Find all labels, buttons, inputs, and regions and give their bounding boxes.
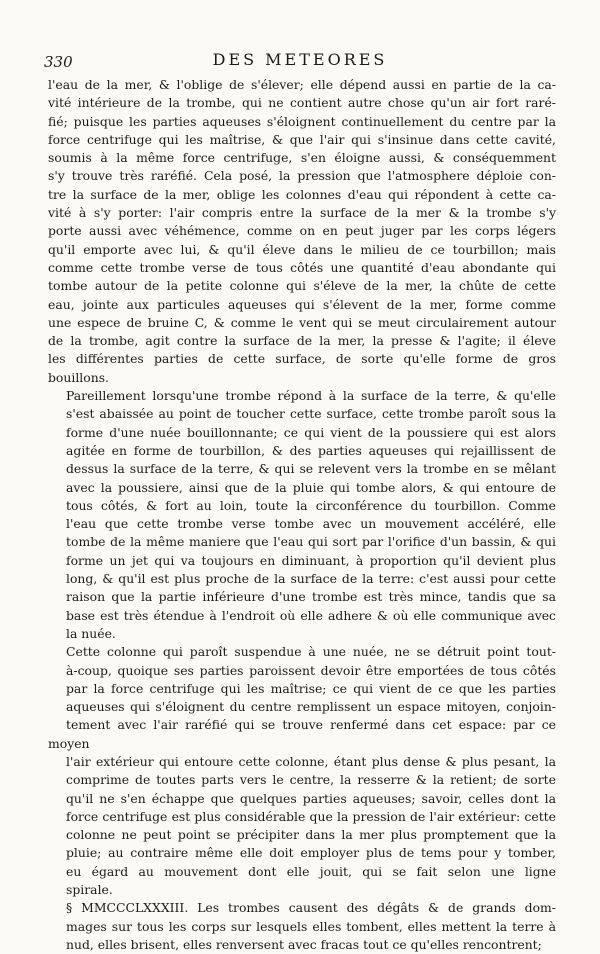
text-line: § MMCCCLXXXIII. Les trombes causent des dégâts & de grands dom-	[66, 900, 556, 916]
text-line: mages sur tous les corps sur lesquels elles tombent, elles mettent la terre à	[66, 918, 556, 934]
text-line: les différentes parties de cette surface, de sorte qu'elle forme de gros	[48, 351, 556, 367]
paragraph	[48, 76, 556, 387]
body-text	[48, 76, 556, 954]
paragraph	[48, 387, 556, 643]
paragraph	[48, 643, 556, 899]
text-line: qu'il emporte avec lui, & qu'il éleve dans le milieu de ce tourbillon; mais	[48, 241, 556, 257]
running-head: DES METEORES	[212, 50, 388, 69]
text-line: fié; puisque les parties aqueuses s'éloignent continuellement du centre par la	[48, 113, 556, 129]
text-line: Pareillement lorsqu'une trombe répond à la surface de la terre, & qu'elle	[66, 388, 556, 404]
page-number: 330	[44, 53, 73, 71]
text-line: Cette colonne qui paroît suspendue à une nuée, ne se détruit point tout-	[66, 644, 556, 660]
text-line: eau, jointe aux particules aqueuses qui s'élevent de la mer, forme comme	[48, 296, 556, 312]
page-header	[44, 50, 556, 72]
text-line: la nuée.	[66, 625, 116, 641]
text-line: s'y trouve très raréfié. Cela posé, la pression que l'atmosphere déploie con-	[48, 168, 556, 184]
text-line: force centrifuge est plus considérable que la pression de l'air extérieur: cette	[66, 808, 556, 824]
text-line: nud, elles brisent, elles renversent avec fracas tout ce qu'elles rencontrent;	[66, 936, 542, 952]
text-line: agitée en forme de tourbillon, & des parties aqueuses qui rejaillissent de	[66, 442, 556, 458]
text-line: à-coup, quoique ses parties paroissent devoir être emportées de tous côtés	[66, 662, 556, 678]
text-line: tement avec l'air raréfié qui se trouve renfermé dans cet espace: par ce moyen	[48, 717, 556, 751]
text-line: par la force centrifuge qui les maîtrise; ce qui vient de ce que les parties	[66, 680, 556, 696]
text-line: soumis à la même force centrifuge, s'en éloigne aussi, & conséquemment	[48, 150, 556, 166]
text-line: force centrifuge qui les maîtrise, & que l'air qui s'insinue dans cette cavité,	[48, 131, 556, 147]
text-line: long, & qu'il est plus proche de la surface de la terre: c'est aussi pour cette	[66, 571, 556, 587]
text-line: raison que la partie inférieure d'une trombe est très mince, tandis que sa	[66, 589, 556, 605]
text-line: vité à s'y porter: l'air compris entre la surface de la mer & la trombe s'y	[48, 205, 556, 221]
text-line: vité intérieure de la trombe, qui ne contient autre chose qu'un air fort raré-	[48, 95, 556, 111]
text-line: comme cette trombe verse de tous côtés une quantité d'eau abondante qui	[48, 259, 556, 275]
text-line: avec la poussiere, ainsi que de la pluie qui tombe alors, & qui entoure de	[66, 479, 556, 495]
text-line: l'eau de la mer, & l'oblige de s'élever; elle dépend aussi en partie de la ca-	[48, 77, 556, 92]
text-line: forme d'une nuée bouillonnante; ce qui vient de la poussiere qui est alors	[66, 424, 556, 440]
text-line: l'air extérieur qui entoure cette colonne, étant plus dense & plus pesant, la	[66, 753, 556, 769]
text-line: colonne ne peut point se précipiter dans la mer plus promptement que la	[66, 827, 556, 843]
text-line: une espece de bruine C, & comme le vent qui se meut circulairement autour	[48, 314, 556, 330]
text-line: tombe autour de la petite colonne qui s'éleve de la mer, la chûte de cette	[48, 278, 556, 294]
text-line: tombe de la même maniere que l'eau qui sort par l'orifice d'un bassin, & qui	[66, 534, 556, 550]
text-line: dessus la surface de la terre, & qui se relevent vers la trombe en se mêlant	[66, 461, 556, 477]
text-line: pluie; au contraire même elle doit employer plus de tems pour y tomber,	[66, 845, 556, 861]
text-line: eu égard au mouvement dont elle jouit, qui se fait selon une ligne	[66, 863, 556, 879]
text-line: s'est abaissée au point de toucher cette surface, cette trombe paroît sous la	[66, 406, 556, 422]
text-line: spirale.	[66, 882, 113, 898]
text-line: comprime de toutes parts vers le centre, la resserre & la retient; de sorte	[66, 772, 556, 788]
text-line: tre la surface de la mer, oblige les colonnes d'eau qui répondent à cette ca-	[48, 186, 556, 202]
text-line: tous côtés, & fort au loin, toute la circonférence du tourbillon. Comme	[66, 497, 556, 513]
text-line: forme un jet qui va toujours en diminuant, à proportion qu'il devient plus	[66, 552, 556, 568]
text-line: bouillons.	[48, 369, 109, 385]
text-line: de la trombe, agit contre la surface de la mer, la presse & l'agite; il éleve	[48, 333, 556, 349]
text-line: aqueuses qui s'éloignent du centre remplissent un espace mitoyen, conjoin-	[66, 699, 556, 715]
paragraph	[48, 899, 556, 954]
text-line: base est très étendue à l'endroit où elle adhere & où elle communique avec	[66, 607, 556, 623]
text-line: qu'il ne s'en échappe que quelques parties aqueuses; savoir, celles dont la	[66, 790, 556, 806]
text-line: porte aussi avec véhémence, comme on en peut juger par les corps légers	[48, 223, 556, 239]
text-line: l'eau que cette trombe verse tombe avec un mouvement accéléré, elle	[66, 516, 556, 532]
